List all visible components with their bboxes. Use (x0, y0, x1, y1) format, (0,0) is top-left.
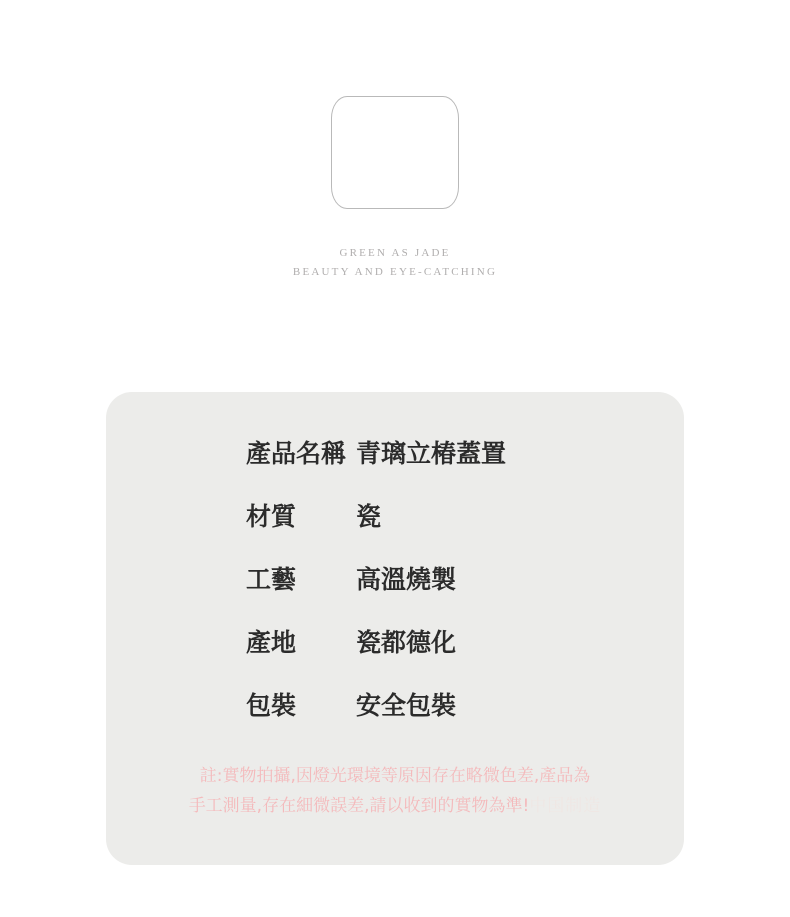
tagline-line-2: BEAUTY AND EYE-CATCHING (292, 266, 498, 279)
ceramic-lid-rest-outline-icon (331, 96, 459, 209)
tagline (293, 244, 497, 283)
spec-label-craft (106, 560, 356, 596)
spec-row (106, 623, 684, 686)
disclaimer-note (106, 762, 684, 822)
spec-value-material: 瓷 (356, 502, 382, 531)
disclaimer-line-1: 註:實物拍攝,因燈光環境等原因存在略微色差,產品為 (199, 766, 591, 786)
hero-section (0, 0, 790, 283)
spec-row (106, 434, 684, 497)
spec-label-origin-text: 產地 (246, 628, 297, 657)
spec-card (106, 392, 684, 865)
spec-label-origin (106, 623, 356, 659)
spec-value-product-name: 青璃立椿蓋置 (356, 439, 507, 468)
spec-label-material-text: 材質 (246, 502, 297, 531)
spec-label-material (106, 497, 356, 533)
spec-label-packaging-text: 包裝 (246, 691, 297, 720)
watermark-text: 中国制造 (529, 795, 602, 816)
spec-value-packaging: 安全包裝 (356, 691, 457, 720)
tagline-line-1: GREEN AS JADE (339, 247, 451, 259)
spec-label-product-name: 產品名稱 (246, 439, 347, 468)
disclaimer-line-2-text: 手工測量,存在細微誤差,請以收到的實物為準! (188, 795, 530, 816)
spec-value-craft: 高溫燒製 (356, 565, 457, 594)
spec-row (106, 497, 684, 560)
spec-row (106, 560, 684, 623)
spec-value-origin: 瓷都德化 (356, 628, 457, 657)
spec-label-craft-text: 工藝 (246, 565, 297, 594)
spec-label-packaging (106, 686, 356, 722)
disclaimer-line-2 (146, 792, 644, 822)
spec-table (106, 434, 684, 749)
spec-row (106, 686, 684, 749)
